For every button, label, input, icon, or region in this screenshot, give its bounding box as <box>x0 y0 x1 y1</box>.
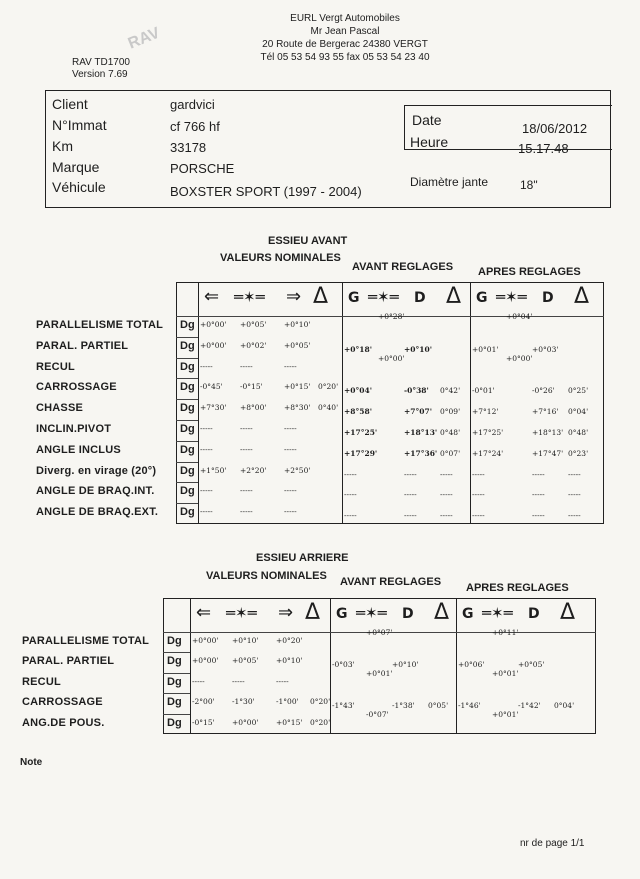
company-name: EURL Vergt Automobiles <box>290 13 400 24</box>
rear-avant-value: +0°07' <box>366 628 393 637</box>
front-nominal-value: ----- <box>284 424 297 433</box>
front-nominal-value: ----- <box>240 361 253 371</box>
front-row-divider <box>176 441 198 442</box>
marque-value: PORSCHE <box>170 161 235 176</box>
rear-nominal-value: ----- <box>276 676 289 686</box>
front-avant-value: +0°00' <box>378 353 405 363</box>
front-nominal-value: +0°05' <box>284 340 311 350</box>
rear-nominal-value: -2°00' <box>192 697 215 707</box>
front-nominal-value: ----- <box>200 424 213 433</box>
front-apres-value: ----- <box>568 490 581 500</box>
front-unit-label: Dg <box>180 506 195 519</box>
front-apres-value: ----- <box>532 490 545 500</box>
rear-nominal-value: +0°05' <box>232 656 259 666</box>
front-column-divider <box>470 282 471 524</box>
front-avant-d-label: D <box>414 290 426 306</box>
front-apres-value: +17°47' <box>532 448 564 458</box>
rear-nominal-value: ----- <box>192 676 205 686</box>
front-avant-value: 0°42' <box>440 386 461 396</box>
front-apres-value: ----- <box>472 511 485 521</box>
front-avant-value: 0°07' <box>440 448 461 458</box>
rear-unit-label: Dg <box>167 655 182 668</box>
rear-nominal-value: +0°10' <box>276 656 303 666</box>
rear-row-divider <box>163 714 190 715</box>
rear-avant-g-label: G <box>336 606 348 622</box>
front-row-label: INCLIN.PIVOT <box>36 423 112 435</box>
rear-row-label: RECUL <box>22 675 61 688</box>
front-avant-value: ----- <box>344 511 357 521</box>
front-unit-label: Dg <box>180 485 195 498</box>
front-row-label: RECUL <box>36 360 75 373</box>
rear-row-divider <box>163 693 190 694</box>
front-avant-value: ----- <box>440 490 453 500</box>
marque-label: Marque <box>52 159 100 175</box>
date-value: 18/06/2012 <box>522 121 588 136</box>
rear-unit-label: Dg <box>167 635 182 647</box>
rear-nominal-value: 0°20' <box>310 697 331 707</box>
rear-apres-value: +0°11' <box>492 628 519 637</box>
rear-col-avant: AVANT REGLAGES <box>340 576 442 588</box>
rear-row-label: ANG.DE POUS. <box>22 716 105 729</box>
rear-avant-value: +0°10' <box>392 660 419 670</box>
rear-nominal-value: +0°00' <box>192 636 219 645</box>
front-avant-value: +17°36' <box>404 448 438 458</box>
front-avant-value: ----- <box>440 469 453 479</box>
rear-apres-value: +0°01' <box>492 709 519 719</box>
rear-nominal-value: -0°15' <box>192 717 215 727</box>
front-row-label: CARROSSAGE <box>36 381 117 394</box>
front-nominal-value: ----- <box>200 444 213 454</box>
front-nominal-value: ----- <box>240 424 253 433</box>
front-nominal-value: ----- <box>284 507 297 517</box>
device-model: RAV TD1700 <box>72 57 130 68</box>
front-nominal-value: -0°15' <box>240 382 263 392</box>
front-nominal-value: +0°10' <box>284 320 311 329</box>
front-row-label: Diverg. en virage (20°) <box>36 464 157 477</box>
front-nominal-value: +0°15' <box>284 382 311 392</box>
front-apres-g-label: G <box>476 290 488 306</box>
rear-col-nominal: VALEURS NOMINALES <box>206 570 327 582</box>
rear-arrow-right-icon: ⇒ <box>278 602 294 623</box>
front-avant-value: -0°38' <box>404 386 429 396</box>
front-nominal-value: +2°20' <box>240 465 267 475</box>
front-nominal-value: 0°40' <box>318 403 339 413</box>
front-axle-icon: ═✶═ <box>234 288 265 306</box>
front-avant-value: +17°25' <box>344 428 378 437</box>
front-nominal-value: ----- <box>200 486 213 496</box>
front-arrow-right-icon: ⇒ <box>286 286 302 307</box>
jante-label: Diamètre jante <box>410 175 489 189</box>
rear-apres-value: +0°01' <box>492 668 519 678</box>
front-apres-value: 0°04' <box>568 407 589 417</box>
front-nominal-value: +1°50' <box>200 465 227 475</box>
front-nominal-value: ----- <box>240 444 253 454</box>
rear-avant-d-label: D <box>402 606 414 622</box>
front-avant-value: ----- <box>404 469 417 479</box>
front-apres-value: -0°26' <box>532 386 555 396</box>
vehicule-label: Véhicule <box>52 179 106 195</box>
front-apres-value: -0°01' <box>472 386 495 396</box>
rear-axle-title: ESSIEU ARRIERE <box>256 552 349 564</box>
rav-stamp: RAV <box>125 24 163 53</box>
rear-nominal-value: -1°30' <box>232 697 255 707</box>
front-avant-value: 0°48' <box>440 428 461 437</box>
front-row-label: ANGLE INCLUS <box>36 443 121 456</box>
heure-value: 15.17.48 <box>518 141 569 156</box>
front-unit-label: Dg <box>180 464 195 477</box>
front-unit-label: Dg <box>180 381 195 394</box>
rear-apres-axle-icon: ═✶═ <box>482 604 513 622</box>
front-col-nominal: VALEURS NOMINALES <box>220 252 341 264</box>
front-nominal-value: +0°02' <box>240 340 267 350</box>
front-apres-delta-icon: Δ <box>574 284 590 309</box>
front-avant-value: +0°04' <box>344 386 372 396</box>
front-avant-axle-icon: ═✶═ <box>368 288 399 306</box>
front-row-label: PARALLELISME TOTAL <box>36 319 164 331</box>
front-nominal-value: 0°20' <box>318 382 339 392</box>
front-nominal-value: ----- <box>240 486 253 496</box>
front-nominal-value: +2°50' <box>284 465 311 475</box>
front-nominal-value: ----- <box>284 361 297 371</box>
rear-avant-value: -0°07' <box>366 709 389 719</box>
front-apres-value: ----- <box>472 490 485 500</box>
rear-avant-delta-icon: Δ <box>434 600 450 625</box>
front-avant-value: 0°09' <box>440 407 461 417</box>
front-nominal-value: ----- <box>200 361 213 371</box>
front-unit-label: Dg <box>180 339 195 352</box>
rear-col-apres: APRES REGLAGES <box>466 582 569 594</box>
front-col-avant: AVANT REGLAGES <box>352 261 454 273</box>
rear-axle-icon: ═✶═ <box>226 604 257 622</box>
rear-apres-g-label: G <box>462 606 474 622</box>
rear-row-label: PARALLELISME TOTAL <box>22 635 150 647</box>
front-nominal-value: ----- <box>240 507 253 517</box>
rear-column-divider <box>190 598 191 734</box>
front-row-label: CHASSE <box>36 402 84 415</box>
rear-apres-value: -1°46' <box>458 701 481 711</box>
front-nominal-value: ----- <box>284 486 297 496</box>
front-unit-label: Dg <box>180 423 195 435</box>
front-avant-value: +7°07' <box>404 407 432 417</box>
date-label: Date <box>412 112 442 128</box>
front-apres-value: +0°03' <box>532 344 559 354</box>
front-apres-value: +0°00' <box>506 353 533 363</box>
front-row-label: PARAL. PARTIEL <box>36 339 129 352</box>
front-apres-value: 0°48' <box>568 428 589 437</box>
front-apres-d-label: D <box>542 290 554 306</box>
rear-apres-value: +0°05' <box>518 660 545 670</box>
front-apres-value: ----- <box>568 469 581 479</box>
front-nominal-value: +0°05' <box>240 320 267 329</box>
front-avant-value: +17°29' <box>344 448 378 458</box>
rear-apres-value: +0°06' <box>458 660 485 670</box>
front-nominal-value: +0°00' <box>200 340 227 350</box>
immat-value: cf 766 hf <box>170 119 220 134</box>
rear-nominal-value: ----- <box>232 676 245 686</box>
front-column-divider <box>198 282 199 524</box>
front-delta-icon: Δ <box>313 284 329 309</box>
front-apres-value: 0°25' <box>568 386 589 396</box>
heure-label: Heure <box>410 134 449 150</box>
front-axle-title: ESSIEU AVANT <box>268 235 348 247</box>
front-nominal-value: +8°30' <box>284 403 311 413</box>
front-unit-label: Dg <box>180 402 195 415</box>
front-row-divider <box>176 462 198 463</box>
front-row-divider <box>176 358 198 359</box>
front-apres-value: +0°01' <box>472 344 499 354</box>
rear-apres-d-label: D <box>528 606 540 622</box>
rear-nominal-value: +0°00' <box>192 656 219 666</box>
rear-row-label: PARAL. PARTIEL <box>22 655 115 668</box>
rear-nominal-value: 0°20' <box>310 717 331 727</box>
rear-column-divider <box>330 598 331 734</box>
front-row-divider <box>176 399 198 400</box>
company-address: 20 Route de Bergerac 24380 VERGT <box>262 39 428 50</box>
front-avant-value: +8°58' <box>344 407 372 417</box>
rear-unit-label: Dg <box>167 716 182 729</box>
rear-avant-value: 0°05' <box>428 701 449 711</box>
front-col-apres: APRES REGLAGES <box>478 266 581 278</box>
front-row-divider <box>176 503 198 504</box>
km-value: 33178 <box>170 140 207 155</box>
front-row-divider <box>176 378 198 379</box>
front-apres-value: +17°24' <box>472 448 504 458</box>
front-avant-value: +0°18' <box>344 344 372 354</box>
note-label: Note <box>20 757 43 768</box>
front-arrow-left-icon: ⇐ <box>204 286 220 307</box>
immat-label: N°Immat <box>52 117 107 133</box>
front-apres-value: +7°12' <box>472 407 499 417</box>
jante-value: 18" <box>520 178 538 192</box>
front-apres-value: +0°04' <box>506 312 533 321</box>
rear-nominal-value: +0°10' <box>232 636 259 645</box>
rear-row-label: CARROSSAGE <box>22 696 103 709</box>
front-nominal-value: +0°00' <box>200 320 227 329</box>
front-nominal-value: -0°45' <box>200 382 223 392</box>
front-apres-value: ----- <box>472 469 485 479</box>
rear-column-divider <box>456 598 457 734</box>
front-nominal-value: ----- <box>284 444 297 454</box>
rear-apres-value: 0°04' <box>554 701 575 711</box>
front-unit-label: Dg <box>180 360 195 373</box>
front-avant-value: +18°13' <box>404 428 438 437</box>
front-avant-g-label: G <box>348 290 360 306</box>
front-avant-value: ----- <box>344 490 357 500</box>
front-avant-value: ----- <box>404 490 417 500</box>
front-avant-value: ----- <box>404 511 417 521</box>
software-version: Version 7.69 <box>72 69 128 80</box>
front-apres-value: 0°23' <box>568 448 589 458</box>
front-row-label: ANGLE DE BRAQ.INT. <box>36 485 155 498</box>
front-avant-value: +0°28' <box>378 312 405 321</box>
rear-avant-value: -0°03' <box>332 660 355 670</box>
front-avant-value: ----- <box>440 511 453 521</box>
rear-avant-value: -1°43' <box>332 701 355 711</box>
rear-row-divider <box>163 652 190 653</box>
company-phone: Tél 05 53 54 93 55 fax 05 53 54 23 40 <box>260 52 430 63</box>
client-label: Client <box>52 96 88 112</box>
front-row-divider <box>176 420 198 421</box>
front-apres-value: ----- <box>532 469 545 479</box>
page-number: nr de page 1/1 <box>520 838 585 849</box>
rear-avant-axle-icon: ═✶═ <box>356 604 387 622</box>
rear-delta-icon: Δ <box>305 600 321 625</box>
client-value: gardvici <box>170 97 215 112</box>
front-unit-label: Dg <box>180 443 195 456</box>
company-contact: Mr Jean Pascal <box>310 26 380 37</box>
rear-avant-value: -1°38' <box>392 701 415 711</box>
front-nominal-value: ----- <box>200 507 213 517</box>
front-row-divider <box>176 337 198 338</box>
front-apres-value: ----- <box>568 511 581 521</box>
km-label: Km <box>52 138 73 154</box>
front-column-divider <box>342 282 343 524</box>
front-apres-value: +17°25' <box>472 428 504 437</box>
front-nominal-value: +8°00' <box>240 403 267 413</box>
front-row-label: ANGLE DE BRAQ.EXT. <box>36 506 159 519</box>
front-apres-axle-icon: ═✶═ <box>496 288 527 306</box>
front-avant-delta-icon: Δ <box>446 284 462 309</box>
vehicule-value: BOXSTER SPORT (1997 - 2004) <box>170 184 362 199</box>
rear-apres-delta-icon: Δ <box>560 600 576 625</box>
front-unit-label: Dg <box>180 319 195 331</box>
rear-nominal-value: +0°20' <box>276 636 303 645</box>
rear-unit-label: Dg <box>167 675 182 688</box>
rear-row-divider <box>163 673 190 674</box>
rear-arrow-left-icon: ⇐ <box>196 602 212 623</box>
front-apres-value: +18°13' <box>532 428 564 437</box>
rear-apres-value: -1°42' <box>518 701 541 711</box>
rear-avant-value: +0°01' <box>366 668 393 678</box>
rear-nominal-value: -1°00' <box>276 697 299 707</box>
front-avant-value: ----- <box>344 469 357 479</box>
front-nominal-value: +7°30' <box>200 403 227 413</box>
front-apres-value: +7°16' <box>532 407 559 417</box>
front-apres-value: ----- <box>532 511 545 521</box>
rear-nominal-value: +0°00' <box>232 717 259 727</box>
rear-nominal-value: +0°15' <box>276 717 303 727</box>
rear-unit-label: Dg <box>167 696 182 709</box>
front-avant-value: +0°10' <box>404 344 432 354</box>
front-row-divider <box>176 482 198 483</box>
